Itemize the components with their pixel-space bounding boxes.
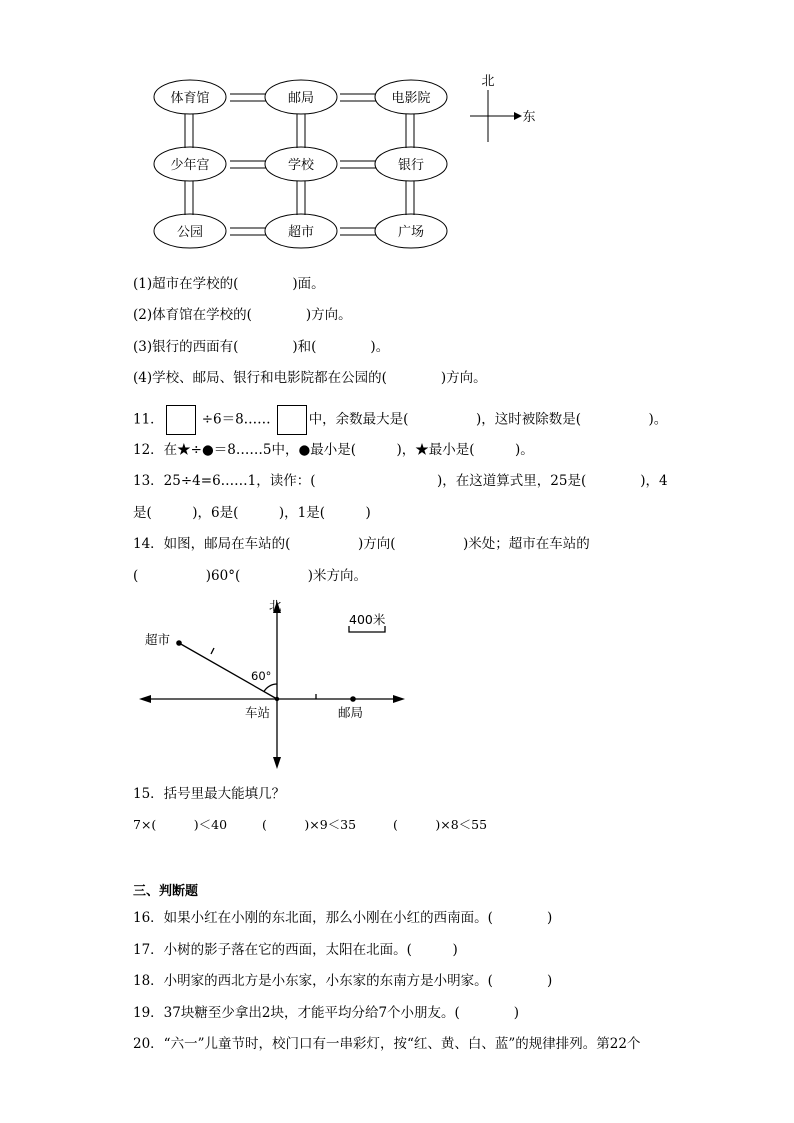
q15-expr2: ( )×9＜35 [262, 817, 357, 832]
q11-tail: 中，余数最大是( )，这时被除数是( )。 [308, 411, 668, 428]
place-label: 电影院 [391, 91, 431, 106]
place-label: 超市 [287, 225, 315, 240]
south-arrow-icon [273, 757, 281, 769]
blank-box[interactable] [166, 405, 196, 435]
section-3-heading: 三、判断题 [133, 884, 199, 899]
question-13-line2: 是( )，6是( )，1是( ) [133, 505, 371, 521]
question-12: 12．在★÷●＝8……5中，●最小是( )，★最小是( )。 [133, 442, 534, 458]
east-arrow-icon [393, 695, 405, 703]
tick-mark [211, 648, 214, 654]
q15-expr3: ( )×8＜55 [393, 817, 488, 832]
map-grid-diagram [140, 70, 550, 255]
question-16: 16．如果小红在小刚的东北面，那么小刚在小红的西南面。( ) [133, 910, 553, 926]
place-label: 少年宫 [170, 158, 210, 173]
direction-diagram [135, 595, 415, 775]
question-14-line2: ( )60°( )米方向。 [133, 568, 367, 584]
q10-sub3: (3)银行的西面有( )和( )。 [133, 339, 390, 355]
question-11 [133, 405, 667, 435]
compass-arrow-icon [514, 112, 522, 120]
station-label: 车站 [245, 705, 271, 720]
supermarket-point [176, 640, 182, 646]
q15-expr1: 7×( )＜40 [133, 817, 228, 832]
place-label: 银行 [397, 158, 425, 173]
scale-label: 400米 [349, 612, 386, 627]
supermarket-label: 超市 [145, 632, 171, 647]
compass-north-label: 北 [481, 74, 495, 89]
q10-sub4: (4)学校、邮局、银行和电影院都在公园的( )方向。 [133, 370, 487, 386]
question-15-title: 15．括号里最大能填几？ [133, 786, 286, 802]
place-label: 公园 [176, 225, 204, 240]
question-14-line1: 14．如图，邮局在车站的( )方向( )米处；超市在车站的 [133, 536, 590, 552]
post-office-point [350, 696, 356, 702]
angle-label: 60° [251, 669, 272, 683]
post-office-label: 邮局 [338, 705, 364, 720]
question-20: 20．“六一”儿童节时，校门口有一串彩灯，按“红、黄、白、蓝”的规律排列。第22个 [133, 1036, 641, 1052]
question-18: 18．小明家的西北方是小东家，小东家的东南方是小明家。( ) [133, 973, 553, 989]
north-label: 北 [269, 598, 282, 613]
west-arrow-icon [139, 695, 151, 703]
station-point [275, 697, 279, 701]
place-label: 邮局 [287, 91, 315, 106]
question-19: 19．37块糖至少拿出2块，才能平均分给7个小朋友。( ) [133, 1005, 520, 1021]
angle-arc [264, 684, 277, 692]
place-label: 学校 [287, 158, 315, 173]
q11-middle: ÷6＝8…… [201, 411, 271, 428]
q11-number: 11． [133, 411, 164, 428]
question-17: 17．小树的影子落在它的西面，太阳在北面。( ) [133, 942, 458, 958]
blank-box[interactable] [277, 405, 307, 435]
place-label: 广场 [397, 225, 425, 240]
q10-sub2: (2)体育馆在学校的( )方向。 [133, 307, 352, 323]
place-label: 体育馆 [170, 91, 210, 106]
compass-east-label: 东 [522, 110, 536, 125]
question-13-line1: 13．25÷4=6……1，读作：( )，在这道算式里，25是( )，4 [133, 473, 668, 489]
q10-sub1: (1)超市在学校的( )面。 [133, 276, 325, 292]
